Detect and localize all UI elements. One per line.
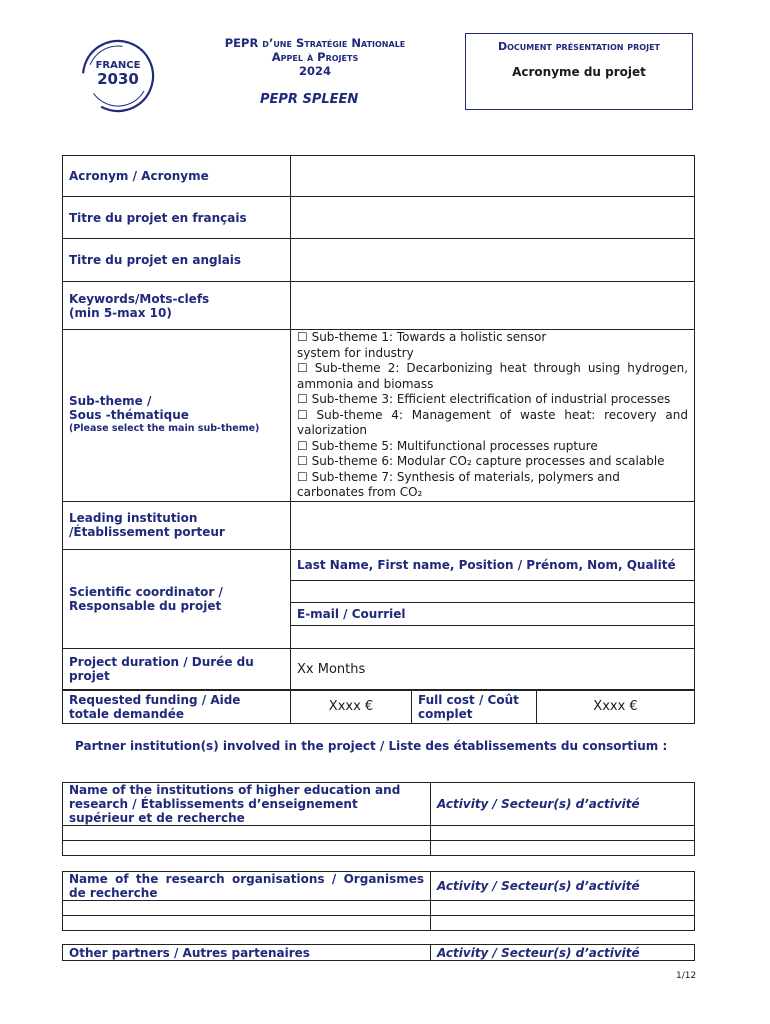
project-form-table <box>62 155 695 691</box>
subtheme-option-7[interactable]: ☐ Sub-theme 7: Synthesis of materials, polymers and carbonates from CO₂ <box>297 469 620 499</box>
coordinator-label-line2: Responsable du projet <box>69 598 222 613</box>
leading-institution-input-cell[interactable] <box>291 501 695 549</box>
subtheme-option-1[interactable]: ☐ Sub-theme 1: Towards a holistic sensor system for industry <box>297 330 547 360</box>
keywords-label-line2: (min 5-max 10) <box>69 305 172 320</box>
program-title: PEPR SPLEEN <box>260 92 359 107</box>
call-line-3: 2024 <box>298 64 331 78</box>
call-header <box>195 36 435 78</box>
funding-value[interactable]: Xxxx € <box>291 690 412 724</box>
research-orgs-table <box>62 871 695 931</box>
partners-intro: Partner institution(s) involved in the project / Liste des établissements du consortium : <box>75 739 668 753</box>
logo-year: 2030 <box>97 70 139 88</box>
subtheme-label-line1: Sub-theme / <box>69 394 152 409</box>
research-orgs-row-1-name[interactable] <box>63 901 431 916</box>
research-orgs-row-2-activity[interactable] <box>431 916 695 931</box>
title-fr-input-cell[interactable] <box>291 197 695 239</box>
document-title: Document présentation projet <box>497 40 660 53</box>
higher-ed-row-1-activity[interactable] <box>431 826 695 841</box>
title-fr-label: Titre du projet en français <box>63 197 291 239</box>
coordinator-name-input-cell[interactable] <box>291 580 695 602</box>
research-orgs-activity-header: Activity / Secteur(s) d’activité <box>431 872 695 901</box>
subtheme-label <box>63 330 291 502</box>
subtheme-option-5[interactable]: ☐ Sub-theme 5: Multifunctional processes rupture <box>297 438 598 453</box>
fullcost-label: Full cost / Coût complet <box>412 690 537 724</box>
document-box <box>465 33 693 110</box>
fullcost-value[interactable]: Xxxx € <box>537 690 695 724</box>
higher-ed-row-2-name[interactable] <box>63 841 431 856</box>
call-line-1: PEPR d’une Stratégie Nationale <box>224 36 406 50</box>
duration-value[interactable]: Xx Months <box>291 648 695 690</box>
subtheme-option-3[interactable]: ☐ Sub-theme 3: Efficient electrification of industrial processes <box>297 392 671 406</box>
keywords-input-cell[interactable] <box>291 282 695 330</box>
call-line-2: Appel à Projets <box>271 50 359 64</box>
leading-label-line1: Leading institution <box>69 511 198 525</box>
subtheme-option-4[interactable]: ☐ Sub-theme 4: Management of waste heat: recovery and valorization <box>297 407 688 437</box>
coordinator-email-label: E-mail / Courriel <box>291 602 695 625</box>
leading-institution-label <box>63 501 291 549</box>
higher-ed-row-2-activity[interactable] <box>431 841 695 856</box>
higher-ed-activity-header: Activity / Secteur(s) d’activité <box>431 783 695 826</box>
france-2030-logo <box>80 38 158 114</box>
coordinator-email-input-cell[interactable] <box>291 625 695 648</box>
subtheme-option-2[interactable]: ☐ Sub-theme 2: Decarbonizing heat through using hydrogen, ammonia and biomass <box>297 361 688 391</box>
coordinator-label-line1: Scientific coordinator / <box>69 584 223 599</box>
acronym-placeholder: Acronyme du projet <box>512 65 646 79</box>
research-orgs-header: Name of the research organisations / Organismes de recherche <box>63 872 431 901</box>
other-partners-activity-header: Activity / Secteur(s) d’activité <box>431 945 695 961</box>
higher-ed-row-1-name[interactable] <box>63 826 431 841</box>
coordinator-name-label: Last Name, First name, Position / Prénom, Nom, Qualité <box>291 549 695 580</box>
duration-label: Project duration / Durée du projet <box>63 648 291 690</box>
title-en-input-cell[interactable] <box>291 239 695 282</box>
higher-ed-header: Name of the institutions of higher education and research / Établissements d’enseignement supérieur et de recherche <box>63 783 431 826</box>
coordinator-label <box>63 549 291 648</box>
higher-ed-table <box>62 782 695 856</box>
acronym-label: Acronym / Acronyme <box>63 156 291 197</box>
page-number: 1/12 <box>676 971 697 981</box>
research-orgs-row-1-activity[interactable] <box>431 901 695 916</box>
subtheme-options <box>291 330 695 502</box>
subtheme-note: (Please select the main sub-theme) <box>69 423 260 435</box>
funding-label: Requested funding / Aide totale demandée <box>63 690 291 724</box>
leading-label-line2: /Établissement porteur <box>69 525 225 539</box>
other-partners-header: Other partners / Autres partenaires <box>63 945 431 961</box>
research-orgs-row-2-name[interactable] <box>63 916 431 931</box>
keywords-label <box>63 282 291 330</box>
logo-text: FRANCE <box>95 60 141 71</box>
funding-table <box>62 689 695 724</box>
keywords-label-line1: Keywords/Mots-clefs <box>69 291 210 306</box>
subtheme-label-line2: Sous -thématique <box>69 408 189 423</box>
subtheme-option-6[interactable]: ☐ Sub-theme 6: Modular CO₂ capture processes and scalable <box>297 454 665 468</box>
acronym-input-cell[interactable] <box>291 156 695 197</box>
title-en-label: Titre du projet en anglais <box>63 239 291 282</box>
other-partners-table <box>62 944 695 961</box>
